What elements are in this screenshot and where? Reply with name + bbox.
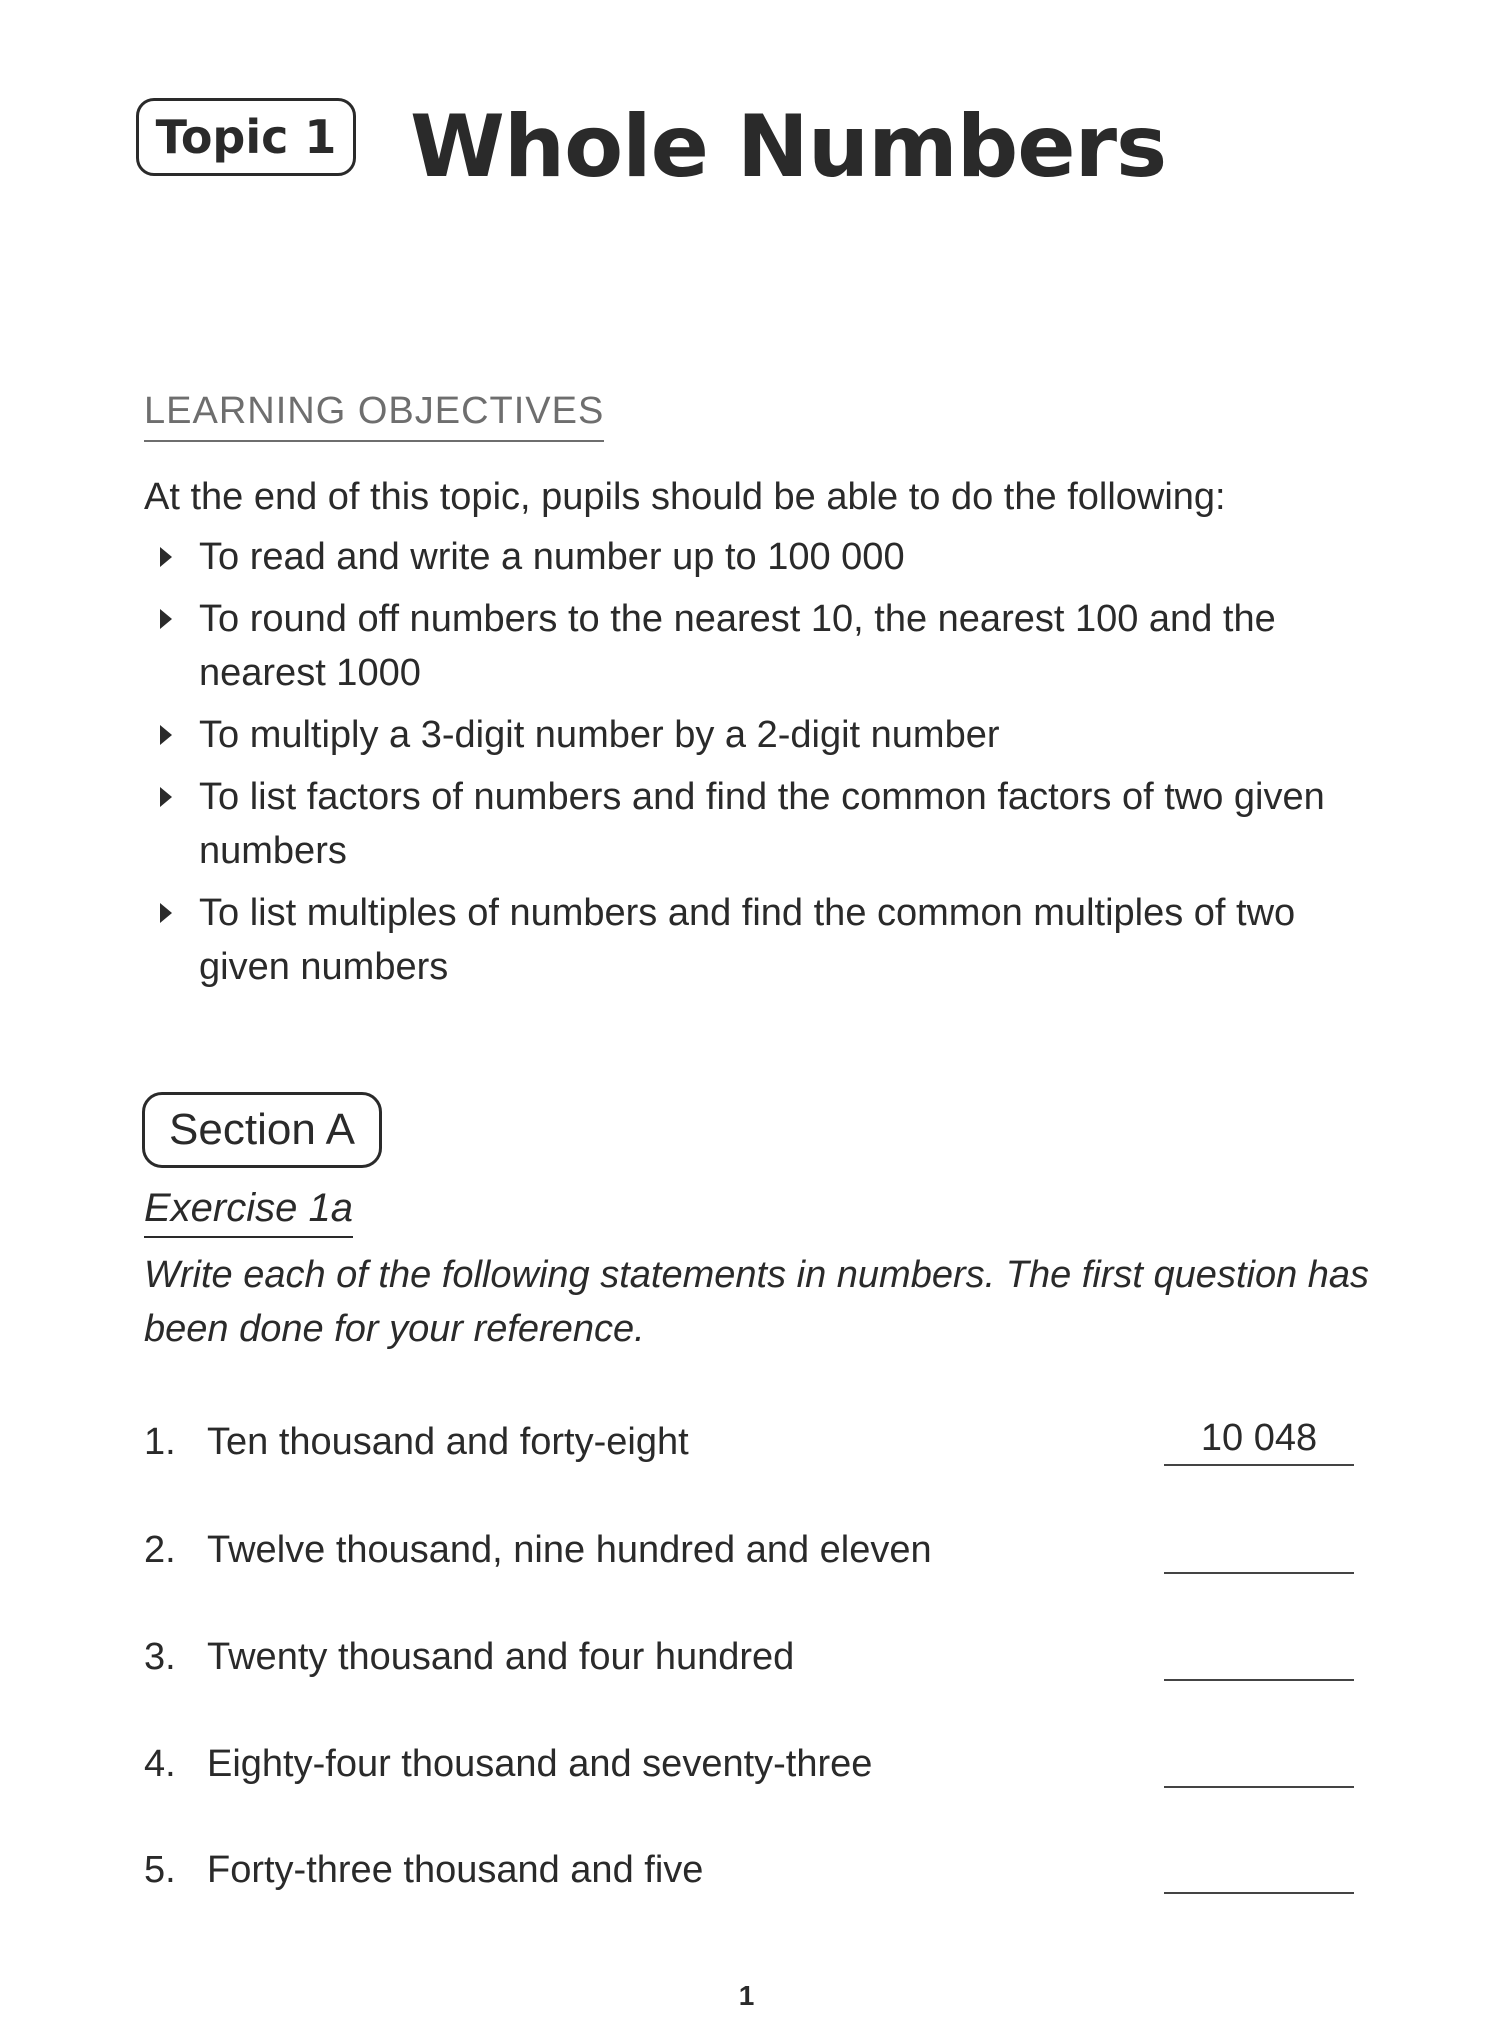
topic-badge [136,98,356,176]
answer-field[interactable] [1164,1627,1354,1681]
exercise-title: Exercise 1a [144,1180,353,1238]
learning-objectives-list [144,530,1384,1002]
answer-field[interactable]: 10 048 [1164,1412,1354,1466]
question-row [144,1840,1354,1900]
objective-item [144,886,1384,994]
objective-item [144,770,1384,878]
bullet-triangle-icon [160,787,172,807]
answer-field[interactable] [1164,1734,1354,1788]
objective-item [144,530,1384,584]
question-row [144,1734,1354,1794]
objective-text: To round off numbers to the nearest 10, the nearest 100 and the nearest 1000 [199,598,1276,694]
question-number: 1. [144,1421,176,1463]
learning-objectives-intro: At the end of this topic, pupils should be able to do the following: [144,476,1226,518]
bullet-triangle-icon [160,725,172,745]
objective-text: To list factors of numbers and find the common factors of two given numbers [199,776,1325,872]
question-number: 3. [144,1636,176,1678]
answer-field[interactable] [1164,1840,1354,1894]
objective-item [144,708,1384,762]
question-text: Twenty thousand and four hundred [207,1636,795,1678]
objective-text: To read and write a number up to 100 000 [199,536,905,578]
objective-text: To list multiples of numbers and find the common multiples of two given numbers [199,892,1296,988]
topic-label: Topic 1 [155,110,337,164]
question-text: Ten thousand and forty-eight [207,1421,689,1463]
learning-objectives-heading: LEARNING OBJECTIVES [144,384,604,442]
section-label: Section A [169,1105,355,1154]
objective-text: To multiply a 3-digit number by a 2-digit number [199,714,1000,756]
question-number: 4. [144,1743,176,1785]
bullet-triangle-icon [160,547,172,567]
question-number: 5. [144,1849,176,1891]
question-text: Forty-three thousand and five [207,1849,704,1891]
question-text: Twelve thousand, nine hundred and eleven [207,1529,932,1571]
question-number: 2. [144,1529,176,1571]
objective-item [144,592,1384,700]
question-row [144,1627,1354,1687]
bullet-triangle-icon [160,609,172,629]
exercise-instructions: Write each of the following statements in numbers. The first question has been done for your reference. [144,1254,1370,1350]
question-row [144,1412,1354,1472]
bullet-triangle-icon [160,903,172,923]
section-badge [142,1092,382,1168]
page-number: 1 [738,1980,755,2011]
question-text: Eighty-four thousand and seventy-three [207,1743,873,1785]
question-row [144,1520,1354,1580]
page-title: Whole Numbers [410,97,1167,197]
answer-field[interactable] [1164,1520,1354,1574]
